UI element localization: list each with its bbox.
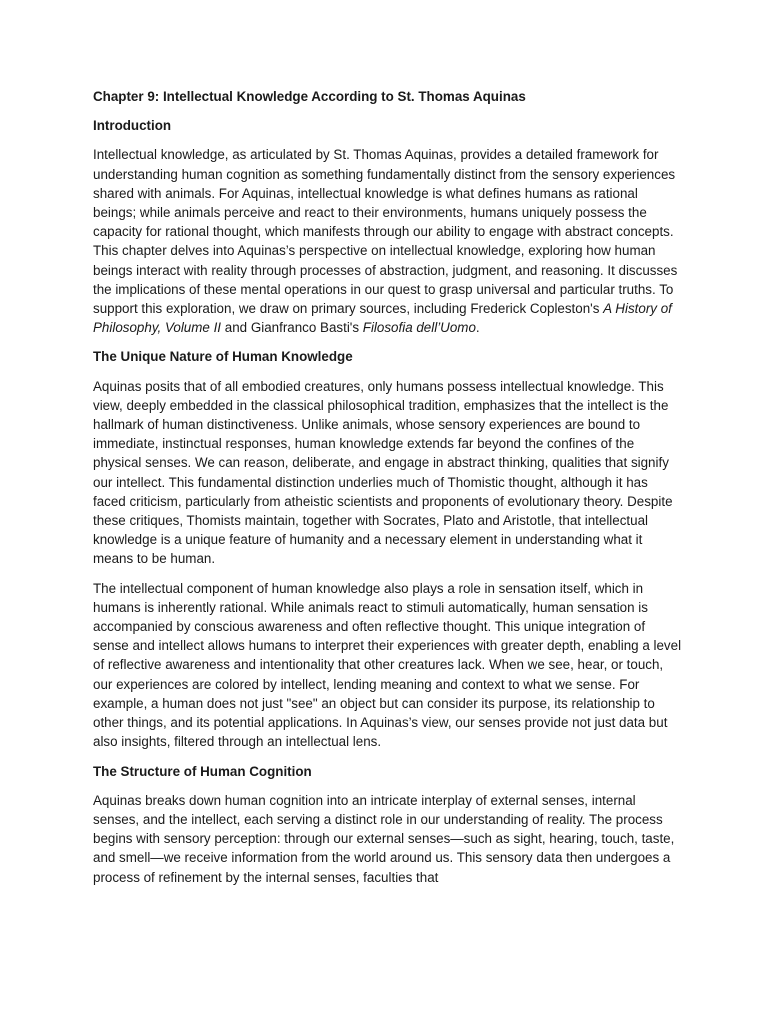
section-structure-of-cognition [93, 762, 683, 887]
text-segment: and Gianfranco Basti's [221, 320, 363, 336]
text-segment: Aquinas breaks down human cognition into an intricate interplay of external senses, internal senses, and the intellect, each serving a distinct role in our understanding of reality. The process begins with sensory perception: through our external senses—such as sight, hearing, touch, taste, and smell—we receive information from the world around us. This sensory data then undergoes a process of refinement by the internal senses, faculties that [93, 792, 675, 885]
text-segment: Intellectual knowledge, as articulated by St. Thomas Aquinas, provides a detailed framework for understanding human cognition as something fundamentally distinct from the sensory experiences shared with animals. For Aquinas, intellectual knowledge is what defines humans as rational beings; while animals perceive and react to their environments, humans uniquely possess the capacity for rational thought, which manifests through our ability to engage with abstract concepts. This chapter delves into Aquinas’s perspective on intellectual knowledge, exploring how human beings interact with reality through processes of abstraction, judgment, and reasoning. It discusses the implications of these mental operations in our quest to grasp universal and particular truths. To support this exploration, we draw on primary sources, including Frederick Copleston's [93, 147, 678, 317]
paragraph [93, 579, 683, 752]
document-page [93, 87, 683, 897]
paragraph [93, 377, 683, 569]
book-title: A History of Philosophy, Volume II [93, 301, 672, 336]
section-heading: The Structure of Human Cognition [93, 763, 312, 779]
section-unique-nature [93, 347, 683, 751]
text-segment: Aquinas posits that of all embodied creatures, only humans possess intellectual knowledge. This view, deeply embedded in the classical philosophical tradition, emphasizes that the intellect is the hallmark of human distinctiveness. Unlike animals, whose sensory experiences are bound to immediate, instinctual responses, human knowledge extends far beyond the confines of the physical senses. We can reason, deliberate, and engage in abstract thinking, qualities that signify our intellect. This fundamental distinction underlies much of Thomistic thought, although it has faced criticism, particularly from atheistic scientists and proponents of evolutionary theory. Despite these critiques, Thomists maintain, together with Socrates, Plato and Aristotle, that intellectual knowledge is a unique feature of humanity and a necessary element in understanding what it means to be human. [93, 378, 673, 567]
section-introduction [93, 116, 683, 337]
book-title: Filosofia dell’Uomo [362, 320, 476, 336]
text-segment: . [475, 320, 480, 336]
section-heading: The Unique Nature of Human Knowledge [93, 349, 353, 365]
paragraph [93, 791, 683, 887]
section-heading: Introduction [93, 118, 172, 134]
chapter-title: Chapter 9: Intellectual Knowledge According to St. Thomas Aquinas [93, 89, 526, 104]
text-segment: The intellectual component of human knowledge also plays a role in sensation itself, which in humans is inherently rational. While animals react to stimuli automatically, human sensation is accompanied by conscious awareness and often reflective thought. This unique integration of sense and intellect allows humans to interpret their experiences with greater depth, enabling a level of reflective awareness and intentionality that other creatures lack. When we see, hear, or touch, our experiences are colored by intellect, lending meaning and context to what we sense. For example, a human does not just "see" an object but can consider its purpose, its relationship to other things, and its potential applications. In Aquinas’s view, our senses provide not just data but also insights, filtered through an intellectual lens. [93, 580, 682, 750]
paragraph [93, 145, 683, 337]
